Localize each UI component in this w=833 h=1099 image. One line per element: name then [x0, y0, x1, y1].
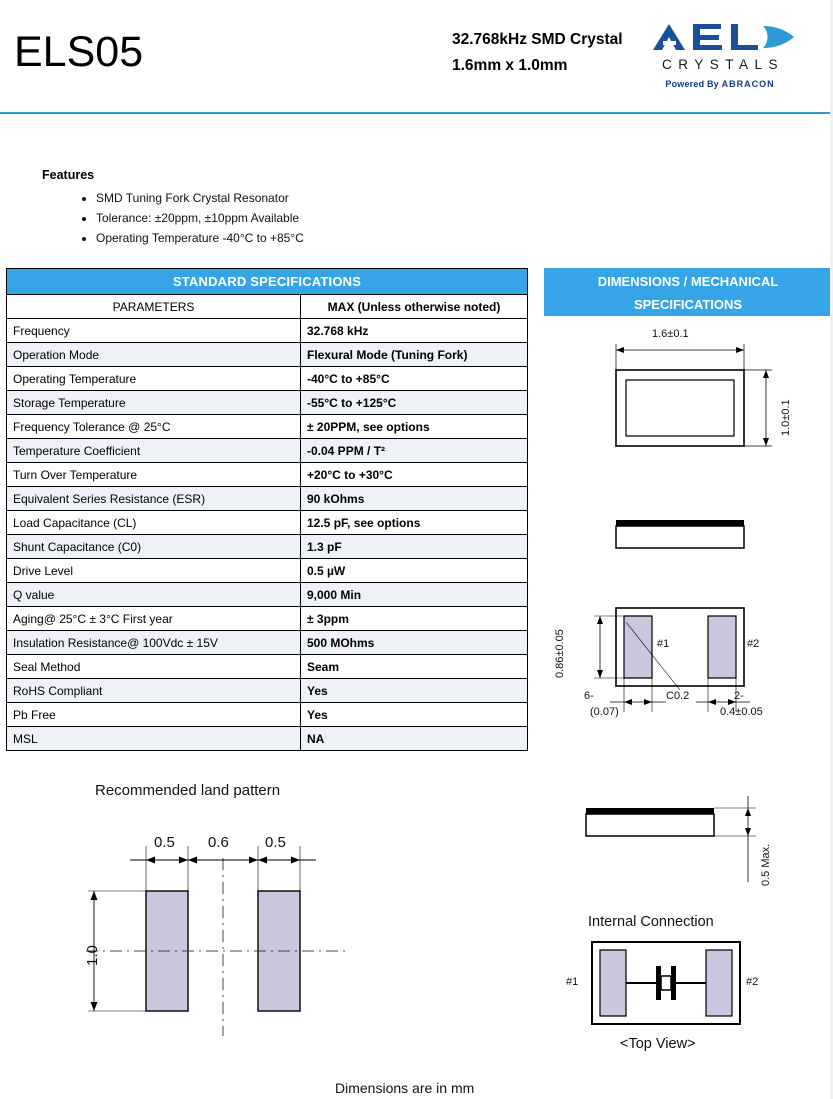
page-header: [0, 0, 833, 112]
brand-logo: [615, 20, 825, 89]
standard-specifications-table: [6, 268, 528, 751]
side-profile-svg: [540, 510, 832, 560]
table-row: [7, 535, 528, 559]
top-view-drawing: [540, 328, 832, 478]
dimensions-title-line1: DIMENSIONS / MECHANICAL: [597, 274, 779, 289]
land-pattern-drawing: [50, 826, 380, 1056]
row-parameter: Aging@ 25°C ± 3°C First year: [7, 607, 301, 631]
side-profile-drawing: [540, 510, 832, 560]
right-pad-dim-prefix: 2-: [734, 690, 744, 702]
list-item: • Tolerance: ±20ppm, ±10ppm Available: [96, 208, 502, 228]
land-pattern-svg: [50, 826, 380, 1056]
row-value: 1.3 pF: [301, 535, 528, 559]
footer-note: Dimensions are in mm: [335, 1080, 475, 1096]
table-row: [7, 487, 528, 511]
row-parameter: Pb Free: [7, 703, 301, 727]
product-title-line2: 1.6mm x 1.0mm: [452, 57, 568, 74]
row-value: Yes: [301, 679, 528, 703]
row-parameter: Frequency: [7, 319, 301, 343]
internal-connection-drawing: [540, 936, 832, 1036]
dimensions-title-line2: SPECIFICATIONS: [633, 297, 743, 312]
row-value: 9,000 Min: [301, 583, 528, 607]
land-dim-center: 0.6: [208, 834, 229, 851]
row-value: 0.5 µW: [301, 559, 528, 583]
internal-pad2-label: #2: [746, 976, 759, 988]
internal-connection-caption: <Top View>: [620, 1036, 696, 1052]
row-value: 500 MOhms: [301, 631, 528, 655]
left-pad-dim-value: (0.07): [590, 706, 619, 718]
row-value: -55°C to +125°C: [301, 391, 528, 415]
row-value: NA: [301, 727, 528, 751]
row-parameter: Drive Level: [7, 559, 301, 583]
side-height-dim: 0.5 Max.: [760, 843, 772, 886]
product-title-line1: 32.768kHz SMD Crystal: [452, 31, 623, 48]
list-item: • SMD Tuning Fork Crystal Resonator: [96, 188, 502, 208]
right-pad-dim-value: 0.4±0.05: [720, 706, 763, 718]
side-height-drawing: [540, 790, 832, 900]
side-height-svg: [540, 790, 832, 900]
row-parameter: Insulation Resistance@ 100Vdc ± 15V: [7, 631, 301, 655]
product-title: [452, 27, 623, 79]
row-parameter: Shunt Capacitance (C0): [7, 535, 301, 559]
row-parameter: Storage Temperature: [7, 391, 301, 415]
logo-subtitle: CRYSTALS: [661, 57, 785, 72]
row-value: -40°C to +85°C: [301, 367, 528, 391]
dimensions-panel-header: [544, 268, 832, 316]
row-value: 32.768 kHz: [301, 319, 528, 343]
bottom-view-svg: [540, 590, 832, 730]
pad2-label: #2: [747, 638, 760, 650]
row-parameter: Load Capacitance (CL): [7, 511, 301, 535]
land-dim-left: 0.5: [154, 834, 175, 851]
table-title: STANDARD SPECIFICATIONS: [7, 269, 528, 295]
top-view-height-dim: 1.0±0.1: [780, 399, 792, 436]
part-number: ELS05: [14, 28, 144, 76]
row-value: Seam: [301, 655, 528, 679]
table-row: [7, 511, 528, 535]
table-row: [7, 463, 528, 487]
row-value: +20°C to +30°C: [301, 463, 528, 487]
row-value: Flexural Mode (Tuning Fork): [301, 343, 528, 367]
pad-height-dim: 0.86±0.05: [554, 629, 566, 678]
land-dim-right: 0.5: [265, 834, 286, 851]
row-value: ± 20PPM, see options: [301, 415, 528, 439]
row-parameter: RoHS Compliant: [7, 679, 301, 703]
features-list: [42, 188, 502, 248]
features-section: [42, 168, 502, 248]
row-parameter: Q value: [7, 583, 301, 607]
row-parameter: Seal Method: [7, 655, 301, 679]
row-parameter: Equivalent Series Resistance (ESR): [7, 487, 301, 511]
row-parameter: MSL: [7, 727, 301, 751]
table-row: [7, 343, 528, 367]
row-parameter: Operating Temperature: [7, 367, 301, 391]
abracon-brand: ABRACON: [721, 79, 775, 89]
internal-connection-svg: [540, 936, 832, 1036]
table-row: [7, 391, 528, 415]
internal-pad1-label: #1: [566, 976, 579, 988]
column-header-max: MAX (Unless otherwise noted): [301, 295, 528, 319]
row-parameter: Operation Mode: [7, 343, 301, 367]
left-pad-dim-prefix: 6-: [584, 690, 594, 702]
table-row: [7, 727, 528, 751]
list-item: • Operating Temperature -40°C to +85°C: [96, 228, 502, 248]
table-header-row: [7, 269, 528, 295]
row-value: ± 3ppm: [301, 607, 528, 631]
features-title: Features: [42, 168, 95, 182]
bottom-view-drawing: [540, 590, 832, 730]
row-value: 12.5 pF, see options: [301, 511, 528, 535]
column-header-parameters: PARAMETERS: [7, 295, 301, 319]
table-row: [7, 367, 528, 391]
table-row: [7, 439, 528, 463]
row-parameter: Turn Over Temperature: [7, 463, 301, 487]
internal-connection-title: Internal Connection: [588, 914, 714, 930]
row-parameter: Temperature Coefficient: [7, 439, 301, 463]
table-column-header-row: [7, 295, 528, 319]
table-row: [7, 631, 528, 655]
table-row: [7, 703, 528, 727]
header-divider: [0, 112, 833, 114]
powered-by: [615, 79, 825, 89]
top-view-width-dim: 1.6±0.1: [652, 328, 689, 340]
chamfer-dim: C0.2: [666, 690, 690, 702]
row-value: Yes: [301, 703, 528, 727]
ael-logo-icon: [615, 20, 825, 54]
table-row: [7, 655, 528, 679]
row-parameter: Frequency Tolerance @ 25°C: [7, 415, 301, 439]
table-row: [7, 559, 528, 583]
table-row: [7, 679, 528, 703]
table-row: [7, 415, 528, 439]
land-pattern-title: Recommended land pattern: [95, 782, 281, 799]
table-row: [7, 607, 528, 631]
land-dim-height: 1.0: [84, 945, 101, 966]
table-row: [7, 583, 528, 607]
row-value: -0.04 PPM / T²: [301, 439, 528, 463]
row-value: 90 kOhms: [301, 487, 528, 511]
pad1-label: #1: [657, 638, 670, 650]
powered-by-label: Powered By: [665, 79, 719, 89]
table-row: [7, 319, 528, 343]
